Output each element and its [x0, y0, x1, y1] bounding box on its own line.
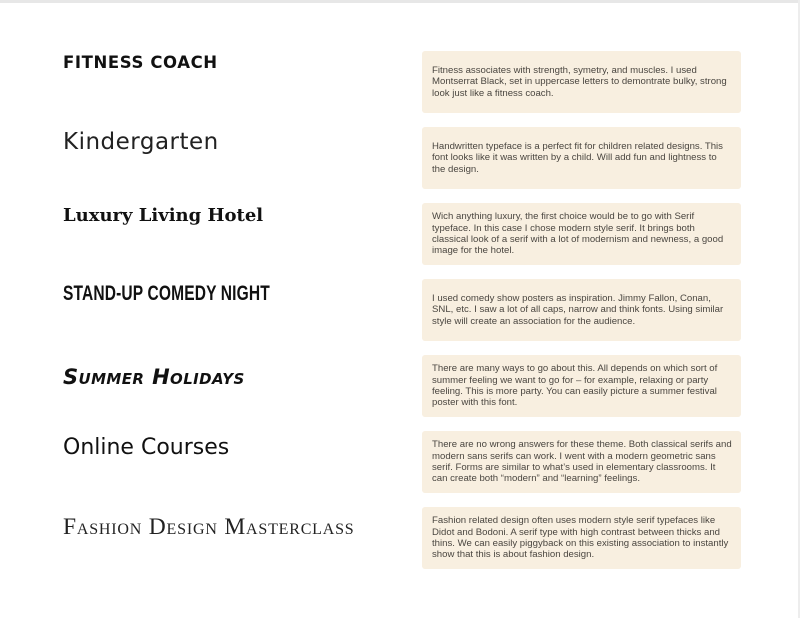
font-example-row-summer: [0, 355, 800, 417]
font-note-text-kindergarten: Handwritten typeface is a perfect fit for children related designs. This font looks like it was written by a child. Will add fun and lightness to the design.: [432, 140, 723, 175]
font-sample-luxury-living-hotel: Luxury Living Hotel: [63, 205, 264, 226]
font-sample-fitness-coach: FITNESS COACH: [63, 53, 218, 72]
font-example-row-fashion: [0, 507, 800, 569]
font-note-text-comedy: I used comedy show posters as inspiration. Jimmy Fallon, Conan, SNL, etc. I saw a lot of all caps, narrow and think fonts. Using similar style will create an association for the audience.: [432, 292, 724, 327]
font-note-card-fashion: [422, 507, 741, 569]
font-note-card-comedy: [422, 279, 741, 341]
font-note-card-online: [422, 431, 741, 493]
font-example-row-luxury: [0, 203, 800, 265]
font-note-text-luxury: Wich anything luxury, the first choice would be to go with Serif typeface. In this case I chose modern style serif. It brings both classical look of a serif with a lot of modernism and newness, a good image for the hotel.: [432, 211, 724, 257]
font-example-row-online: [0, 431, 800, 493]
font-note-card-summer: [422, 355, 741, 417]
font-example-row-fitness: [0, 51, 800, 113]
font-note-card-luxury: [422, 203, 741, 265]
font-example-row-kindergarten: [0, 127, 800, 189]
font-sample-stand-up-comedy-night: STAND-UP COMEDY NIGHT: [63, 282, 270, 305]
font-sample-online-courses: Online Courses: [63, 435, 230, 460]
font-note-text-fitness: Fitness associates with strength, symetry, and muscles. I used Montserrat Black, set in uppercase letters to demontrate bulky, strong look just like a fitness coach.: [432, 64, 727, 99]
font-sample-summer-holidays: Summer Holidays: [63, 365, 245, 389]
font-note-card-kindergarten: [422, 127, 741, 189]
font-sample-kindergarten: Kindergarten: [63, 129, 219, 155]
font-sample-fashion-design-masterclass: Fashion Design Masterclass: [63, 514, 355, 540]
page-top-border: [0, 0, 800, 3]
font-note-card-fitness: [422, 51, 741, 113]
font-note-text-fashion: Fashion related design often uses modern style serif typefaces like Didot and Bodoni. A serif type with high contrast between thicks and thins. We can easily piggyback on this existing association to instantly show that this is about fashion design.: [432, 515, 729, 561]
font-example-row-comedy: [0, 279, 800, 341]
font-note-text-summer: There are many ways to go about this. All depends on which sort of summer feeling we want to go for – for example, relaxing or party feeling. This is more party. You can easily picture a summer festival poster with this font.: [432, 363, 718, 409]
font-note-text-online: There are no wrong answers for these theme. Both classical serifs and modern sans serifs can work. I went with a modern geometric sans serif. Forms are similar to what’s used in elementary classrooms. It can create both “modern” and “learning” feelings.: [432, 439, 732, 485]
